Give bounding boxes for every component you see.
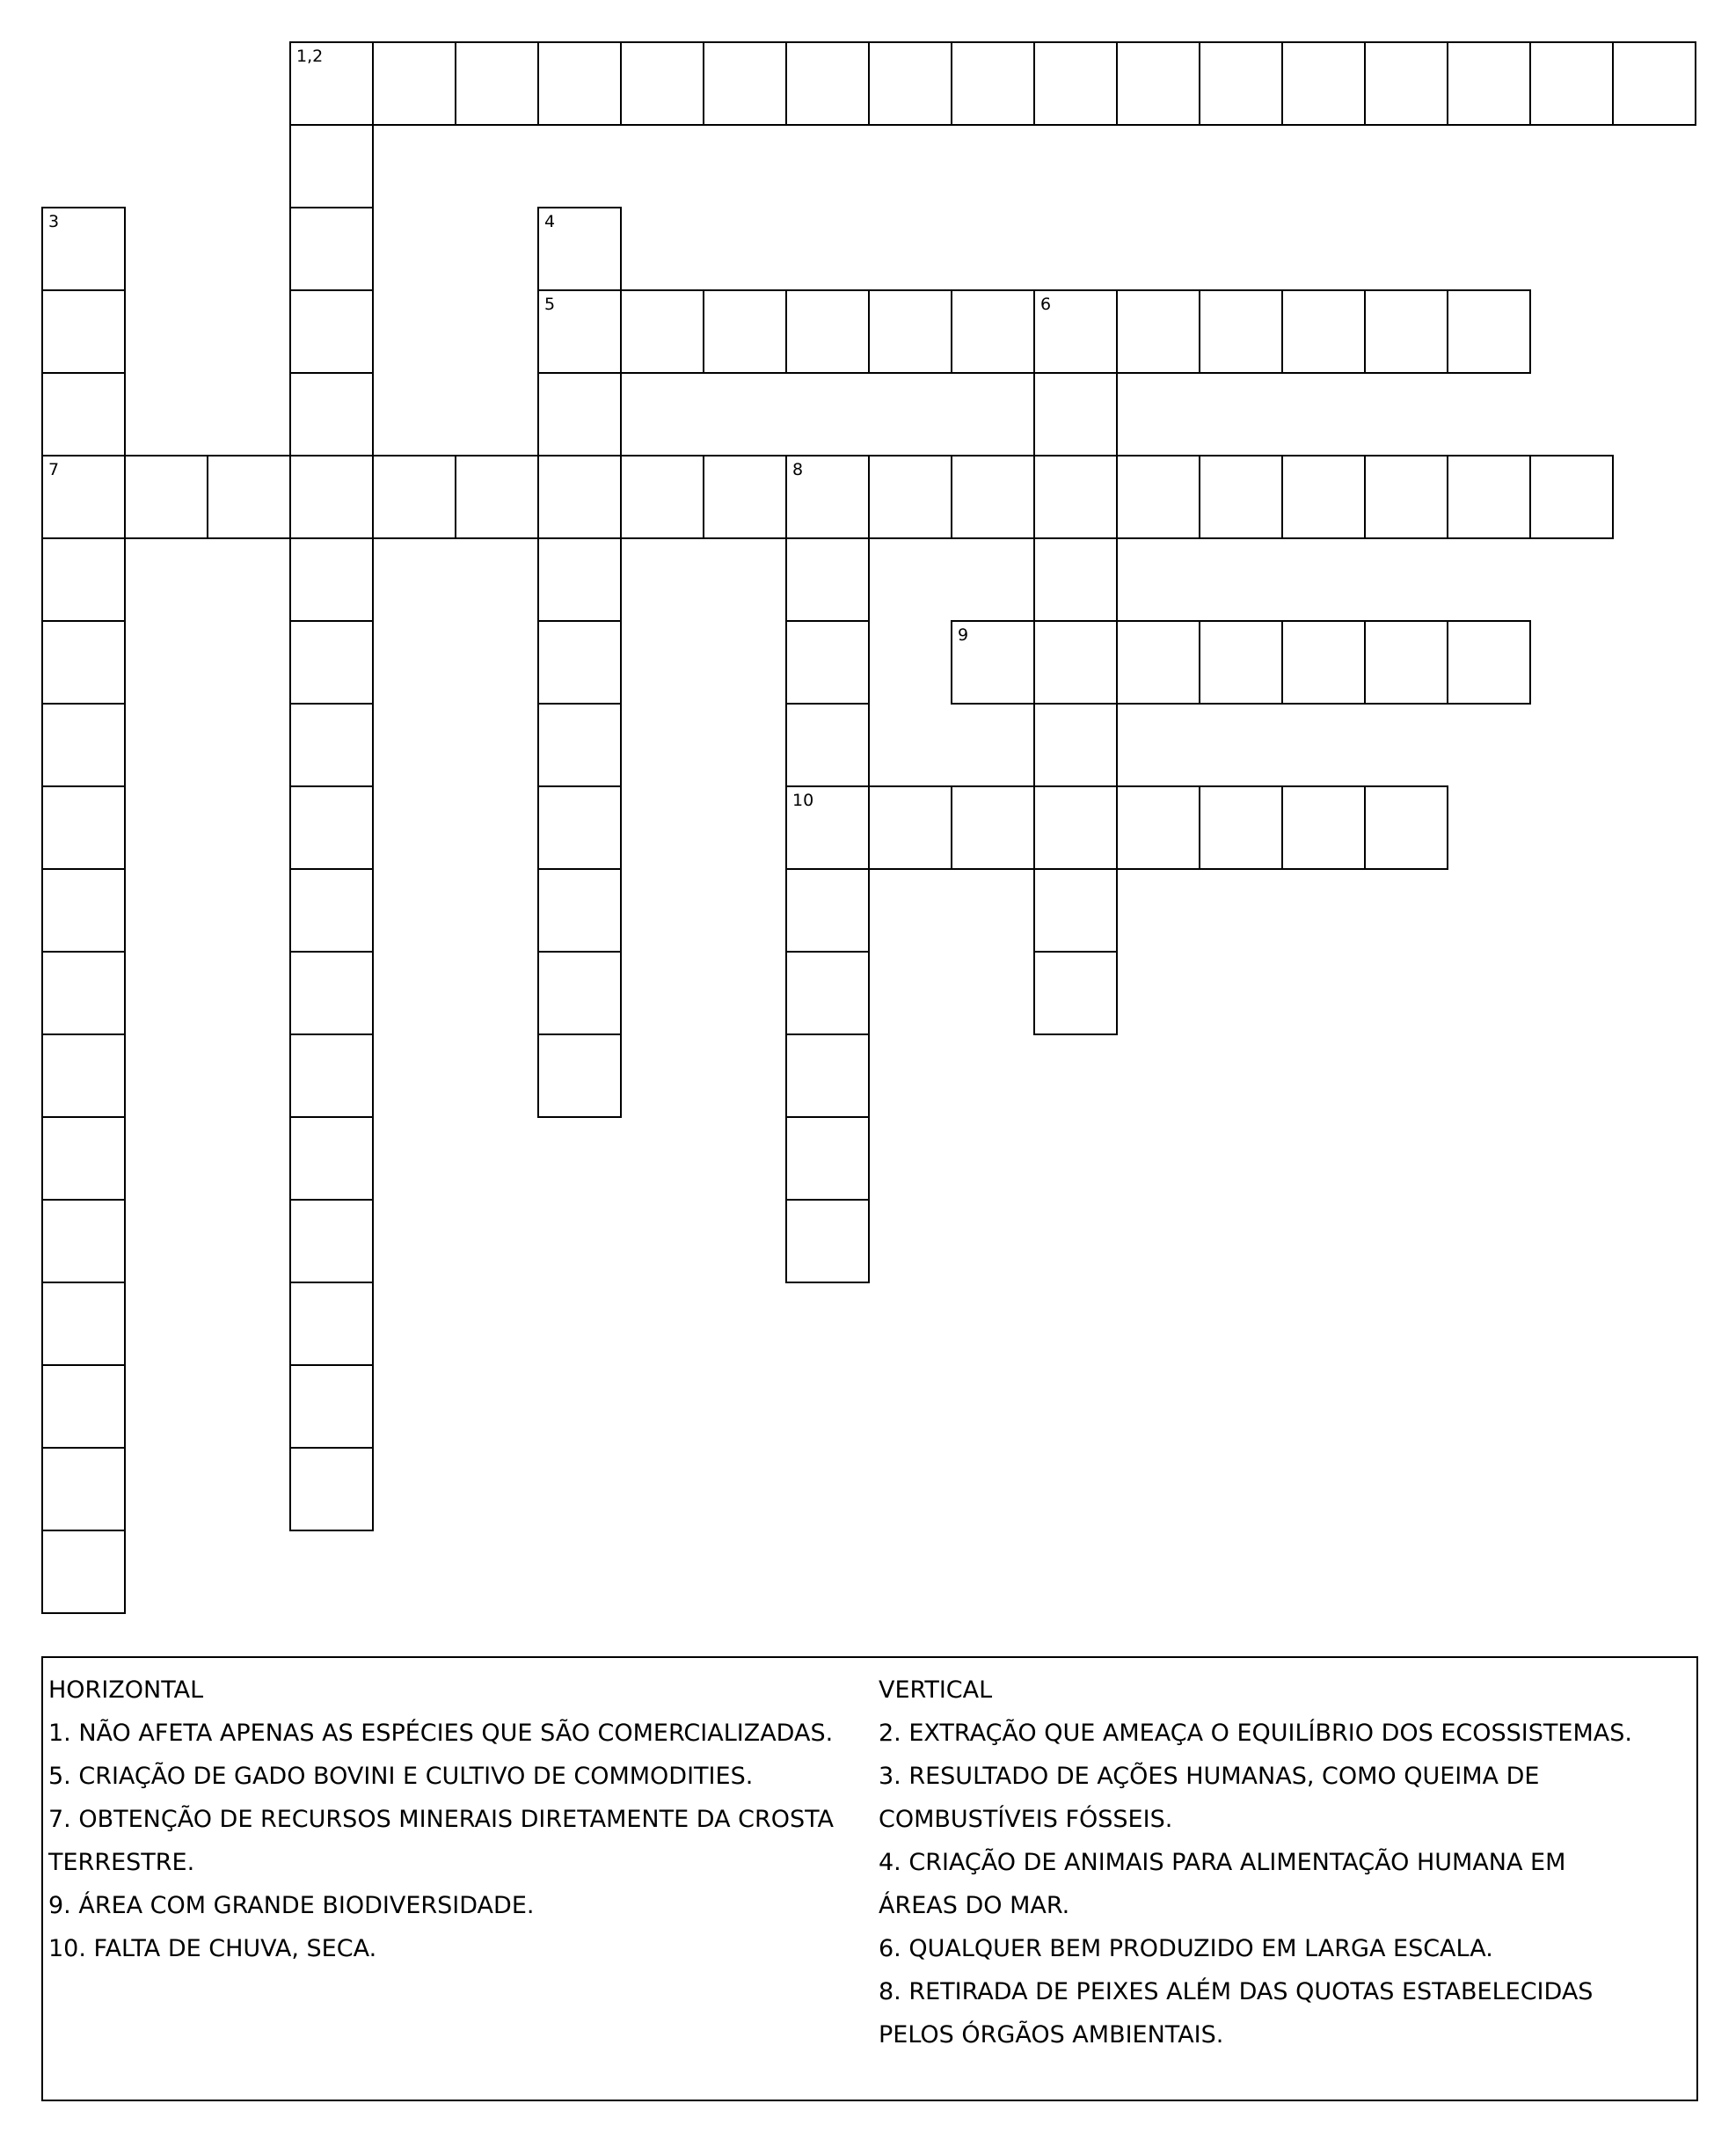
grid-cell[interactable] (41, 868, 126, 953)
grid-cell[interactable] (868, 455, 952, 539)
clue-number: 8 (792, 460, 804, 479)
grid-cell[interactable] (1033, 785, 1118, 870)
clue-line: TERRESTRE. (48, 1849, 195, 1876)
grid-cell[interactable] (289, 207, 374, 291)
grid-cell[interactable] (41, 537, 126, 622)
grid-cell[interactable] (1447, 455, 1531, 539)
grid-cell[interactable] (785, 1199, 870, 1283)
grid-cell[interactable] (537, 372, 622, 456)
grid-cell[interactable] (785, 537, 870, 622)
grid-cell[interactable] (41, 951, 126, 1035)
grid-cell[interactable] (537, 41, 622, 126)
clue-line: PELOS ÓRGÃOS AMBIENTAIS. (879, 2021, 1224, 2049)
grid-cell[interactable] (537, 868, 622, 953)
grid-cell[interactable] (1116, 289, 1200, 374)
grid-cell[interactable] (620, 455, 704, 539)
grid-cell[interactable] (1364, 620, 1448, 705)
grid-cell[interactable] (785, 785, 870, 870)
grid-cell[interactable] (124, 455, 208, 539)
grid-cell[interactable] (41, 372, 126, 456)
grid-cell[interactable] (1199, 289, 1283, 374)
grid-cell[interactable] (41, 620, 126, 705)
grid-cell[interactable] (289, 372, 374, 456)
grid-cell[interactable] (289, 620, 374, 705)
grid-cell[interactable] (537, 620, 622, 705)
clue-line: 4. CRIAÇÃO DE ANIMAIS PARA ALIMENTAÇÃO HUMANA EM (879, 1849, 1566, 1876)
grid-cell[interactable] (951, 785, 1035, 870)
grid-cell[interactable] (207, 455, 291, 539)
grid-cell[interactable] (289, 537, 374, 622)
grid-cell[interactable] (951, 41, 1035, 126)
grid-cell[interactable] (1033, 455, 1118, 539)
grid-cell[interactable] (1199, 785, 1283, 870)
grid-cell[interactable] (1116, 785, 1200, 870)
grid-cell[interactable] (1033, 703, 1118, 787)
grid-cell[interactable] (951, 620, 1035, 705)
grid-cell[interactable] (620, 289, 704, 374)
clue-number: 5 (544, 295, 556, 314)
grid-cell[interactable] (289, 703, 374, 787)
grid-cell[interactable] (1529, 41, 1614, 126)
grid-cell[interactable] (537, 207, 622, 291)
grid-cell[interactable] (537, 703, 622, 787)
grid-cell[interactable] (41, 1530, 126, 1614)
grid-cell[interactable] (1033, 537, 1118, 622)
grid-cell[interactable] (455, 455, 539, 539)
grid-cell[interactable] (289, 1033, 374, 1118)
grid-cell[interactable] (703, 41, 787, 126)
grid-cell[interactable] (1364, 785, 1448, 870)
grid-cell[interactable] (785, 455, 870, 539)
grid-cell[interactable] (868, 41, 952, 126)
grid-cell[interactable] (1364, 41, 1448, 126)
clue-number: 1,2 (296, 47, 324, 66)
clue-line: 10. FALTA DE CHUVA, SECA. (48, 1935, 377, 1962)
grid-cell[interactable] (703, 289, 787, 374)
grid-cell[interactable] (1033, 868, 1118, 953)
horizontal-title: HORIZONTAL (48, 1676, 204, 1704)
clues-box (41, 1656, 1698, 2101)
grid-cell[interactable] (785, 1033, 870, 1118)
vertical-title: VERTICAL (879, 1676, 993, 1704)
grid-cell[interactable] (289, 1282, 374, 1366)
grid-cell[interactable] (41, 455, 126, 539)
horizontal-clues (48, 1669, 875, 1970)
grid-cell[interactable] (537, 951, 622, 1035)
grid-cell[interactable] (1033, 372, 1118, 456)
grid-cell[interactable] (1281, 620, 1366, 705)
clue-number: 10 (792, 791, 814, 810)
grid-cell[interactable] (1529, 455, 1614, 539)
grid-cell[interactable] (1281, 41, 1366, 126)
grid-cell[interactable] (1199, 455, 1283, 539)
grid-cell[interactable] (785, 289, 870, 374)
grid-cell[interactable] (1281, 455, 1366, 539)
grid-cell[interactable] (289, 1364, 374, 1449)
clue-line: COMBUSTÍVEIS FÓSSEIS. (879, 1806, 1173, 1833)
grid-cell[interactable] (785, 620, 870, 705)
grid-cell[interactable] (1281, 289, 1366, 374)
grid-cell[interactable] (289, 1447, 374, 1531)
grid-cell[interactable] (951, 289, 1035, 374)
grid-cell[interactable] (1033, 951, 1118, 1035)
clue-number: 9 (958, 625, 969, 645)
grid-cell[interactable] (41, 785, 126, 870)
grid-cell[interactable] (289, 289, 374, 374)
grid-cell[interactable] (537, 289, 622, 374)
grid-cell[interactable] (868, 289, 952, 374)
clue-number: 3 (48, 212, 60, 231)
clue-line: ÁREAS DO MAR. (879, 1892, 1070, 1919)
grid-cell[interactable] (289, 868, 374, 953)
grid-cell[interactable] (1612, 41, 1696, 126)
grid-cell[interactable] (785, 1116, 870, 1201)
clue-number: 7 (48, 460, 60, 479)
grid-cell[interactable] (289, 41, 374, 126)
grid-cell[interactable] (41, 1033, 126, 1118)
grid-cell[interactable] (41, 703, 126, 787)
grid-cell[interactable] (455, 41, 539, 126)
grid-cell[interactable] (1199, 620, 1283, 705)
grid-cell[interactable] (1447, 289, 1531, 374)
grid-cell[interactable] (785, 951, 870, 1035)
vertical-clues (879, 1669, 1688, 2056)
grid-cell[interactable] (785, 41, 870, 126)
grid-cell[interactable] (289, 951, 374, 1035)
clue-line: 5. CRIAÇÃO DE GADO BOVINI E CULTIVO DE COMMODITIES. (48, 1763, 754, 1790)
clue-line: 9. ÁREA COM GRANDE BIODIVERSIDADE. (48, 1892, 535, 1919)
grid-cell[interactable] (1116, 41, 1200, 126)
grid-cell[interactable] (1281, 785, 1366, 870)
grid-cell[interactable] (785, 703, 870, 787)
grid-cell[interactable] (289, 1199, 374, 1283)
grid-cell[interactable] (537, 537, 622, 622)
grid-cell[interactable] (41, 1447, 126, 1531)
clue-line: 7. OBTENÇÃO DE RECURSOS MINERAIS DIRETAMENTE DA CROSTA (48, 1806, 834, 1833)
grid-cell[interactable] (1364, 455, 1448, 539)
clue-line: 8. RETIRADA DE PEIXES ALÉM DAS QUOTAS ESTABELECIDAS (879, 1978, 1594, 2005)
grid-cell[interactable] (41, 207, 126, 291)
grid-cell[interactable] (1364, 289, 1448, 374)
clue-line: 2. EXTRAÇÃO QUE AMEAÇA O EQUILÍBRIO DOS ECOSSISTEMAS. (879, 1720, 1632, 1747)
grid-cell[interactable] (951, 455, 1035, 539)
grid-cell[interactable] (289, 455, 374, 539)
grid-cell[interactable] (785, 868, 870, 953)
grid-cell[interactable] (537, 1033, 622, 1118)
grid-cell[interactable] (1033, 289, 1118, 374)
grid-cell[interactable] (620, 41, 704, 126)
grid-cell[interactable] (41, 1199, 126, 1283)
grid-cell[interactable] (1033, 41, 1118, 126)
grid-cell[interactable] (41, 1116, 126, 1201)
grid-cell[interactable] (372, 41, 456, 126)
grid-cell[interactable] (41, 1282, 126, 1366)
grid-cell[interactable] (1447, 620, 1531, 705)
clue-number: 4 (544, 212, 556, 231)
grid-cell[interactable] (1447, 41, 1531, 126)
grid-cell[interactable] (1116, 455, 1200, 539)
grid-cell[interactable] (868, 785, 952, 870)
grid-cell[interactable] (289, 1116, 374, 1201)
grid-cell[interactable] (289, 124, 374, 208)
grid-cell[interactable] (703, 455, 787, 539)
grid-cell[interactable] (1116, 620, 1200, 705)
grid-cell[interactable] (1033, 620, 1118, 705)
grid-cell[interactable] (537, 785, 622, 870)
clue-line: 6. QUALQUER BEM PRODUZIDO EM LARGA ESCALA. (879, 1935, 1493, 1962)
grid-cell[interactable] (289, 785, 374, 870)
clue-line: 3. RESULTADO DE AÇÕES HUMANAS, COMO QUEIMA DE (879, 1763, 1540, 1790)
clue-number: 6 (1040, 295, 1052, 314)
grid-cell[interactable] (41, 1364, 126, 1449)
grid-cell[interactable] (41, 289, 126, 374)
clue-line: 1. NÃO AFETA APENAS AS ESPÉCIES QUE SÃO COMERCIALIZADAS. (48, 1720, 834, 1747)
grid-cell[interactable] (372, 455, 456, 539)
grid-cell[interactable] (537, 455, 622, 539)
grid-cell[interactable] (1199, 41, 1283, 126)
